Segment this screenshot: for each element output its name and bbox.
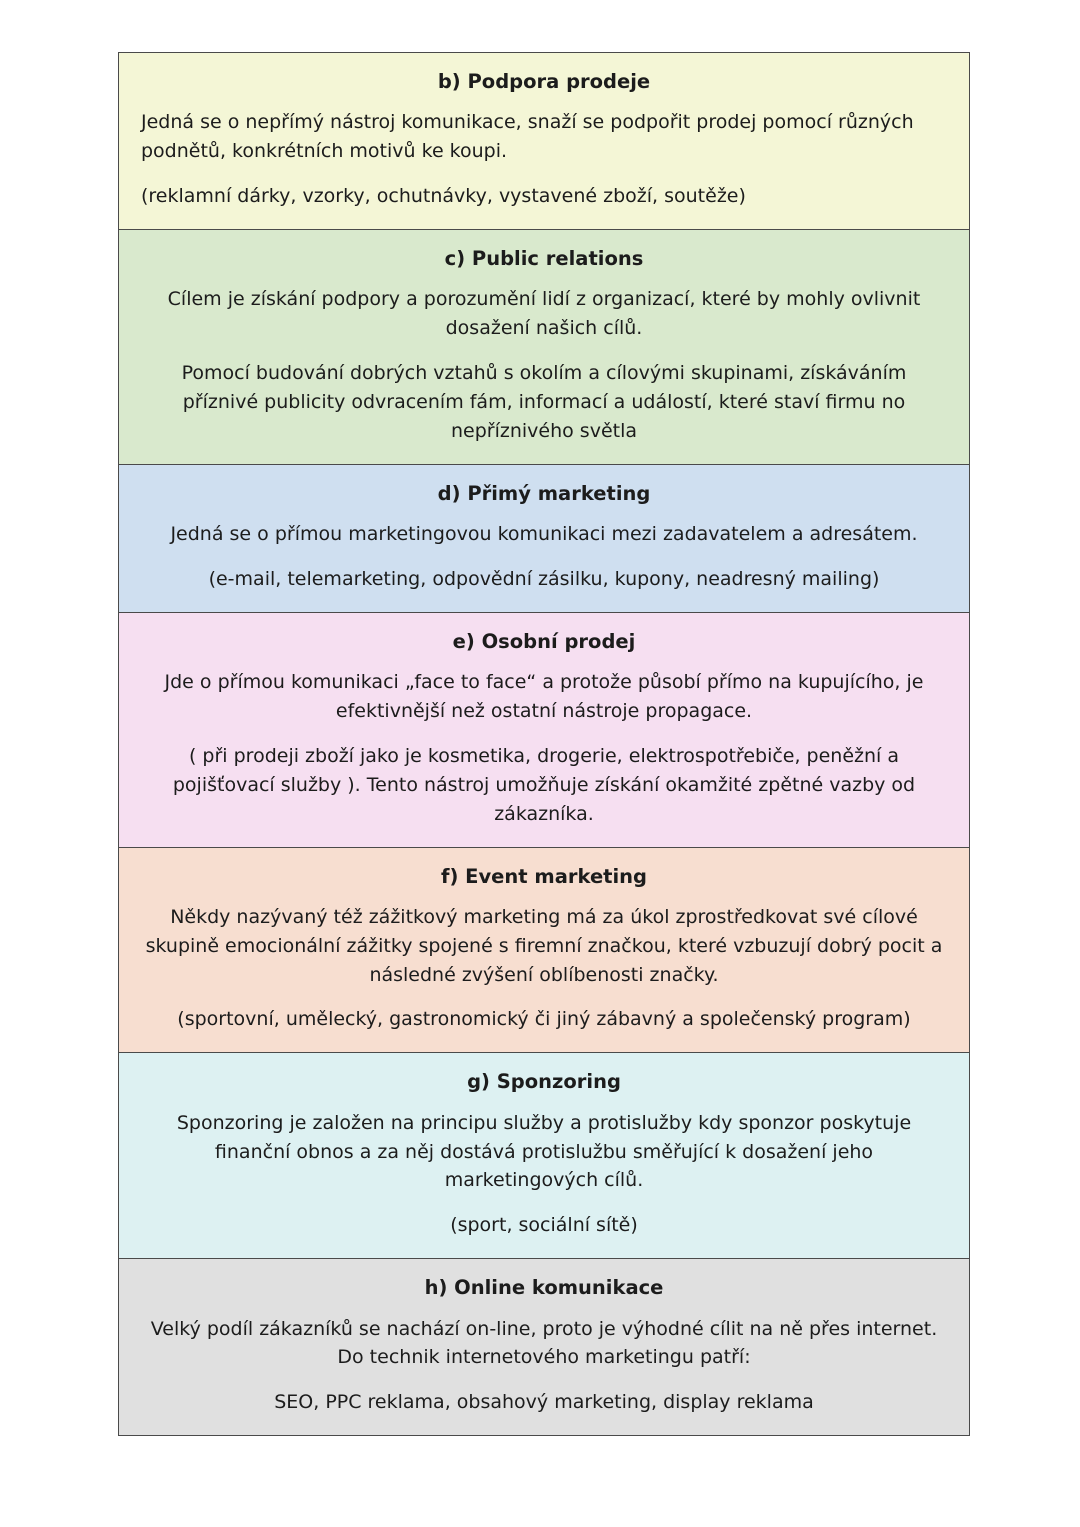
section-paragraph: Pomocí budování dobrých vztahů s okolím a cílovými skupinami, získáváním příznivé publicity odvracením fám, informací a událostí, které staví firmu no nepříznivého světla	[181, 362, 907, 442]
section-title: h) Online komunikace	[424, 1276, 664, 1300]
section-title: c) Public relations	[444, 246, 644, 270]
section-title: d) Přimý marketing	[437, 481, 651, 505]
section-paragraph: Sponzoring je založen na principu služby a protislužby kdy sponzor poskytuje finanční obnos a za něj dostává protislužbu směřující k dosažení jeho marketingových cílů.	[176, 1111, 912, 1192]
section-paragraph: Někdy nazývaný též zážitkový marketing má za úkol zprostředkovat své cílové skupině emocionální zážitky spojené s firemní značkou, které vzbuzují dobrý pocit a následné zvýšení oblíbenosti značky.	[145, 905, 943, 986]
section-card-sponzoring	[118, 1053, 970, 1259]
section-card-online-komunikace	[118, 1259, 970, 1436]
section-paragraph: Jedná se o přímou marketingovou komunikaci mezi zadavatelem a adresátem.	[170, 523, 918, 546]
section-list	[118, 52, 970, 1436]
section-paragraph: (e-mail, telemarketing, odpovědní zásilku, kupony, neadresný mailing)	[208, 567, 880, 590]
section-paragraph: ( při prodeji zboží jako je kosmetika, drogerie, elektrospotřebiče, peněžní a pojišťovací služby ). Tento nástroj umožňuje získání okamžité zpětné vazby od zákazníka.	[172, 744, 916, 825]
section-paragraph: (reklamní dárky, vzorky, ochutnávky, vystavené zboží, soutěže)	[141, 185, 746, 208]
section-paragraph: Jde o přímou komunikaci „face to face“ a protože působí přímo na kupujícího, je efektivnější než ostatní nástroje propagace.	[164, 671, 924, 722]
section-card-public-relations	[118, 230, 970, 465]
section-card-primy-marketing	[118, 465, 970, 613]
section-paragraph: Jedná se o nepřímý nástroj komunikace, snaží se podpořit prodej pomocí různých podnětů, konkrétních motivů ke koupi.	[141, 111, 914, 163]
section-title: e) Osobní prodej	[452, 629, 636, 653]
section-title: g) Sponzoring	[467, 1070, 621, 1094]
section-card-osobni-prodej	[118, 613, 970, 848]
section-paragraph: SEO, PPC reklama, obsahový marketing, display reklama	[274, 1391, 814, 1414]
section-card-podpora-prodeje	[118, 52, 970, 230]
section-card-event-marketing	[118, 848, 970, 1054]
section-title: b) Podpora prodeje	[437, 70, 651, 93]
section-title: f) Event marketing	[440, 864, 648, 888]
section-paragraph: Cílem je získání podpory a porozumění lidí z organizací, které by mohly ovlivnit dosažení našich cílů.	[167, 288, 921, 340]
section-paragraph: (sport, sociální sítě)	[450, 1214, 638, 1237]
section-paragraph: Velký podíl zákazníků se nachází on-line, proto je výhodné cílit na ně přes internet. Do technik internetového marketingu patří:	[150, 1317, 938, 1369]
section-paragraph: (sportovní, umělecký, gastronomický či jiný zábavný a společenský program)	[177, 1008, 911, 1031]
